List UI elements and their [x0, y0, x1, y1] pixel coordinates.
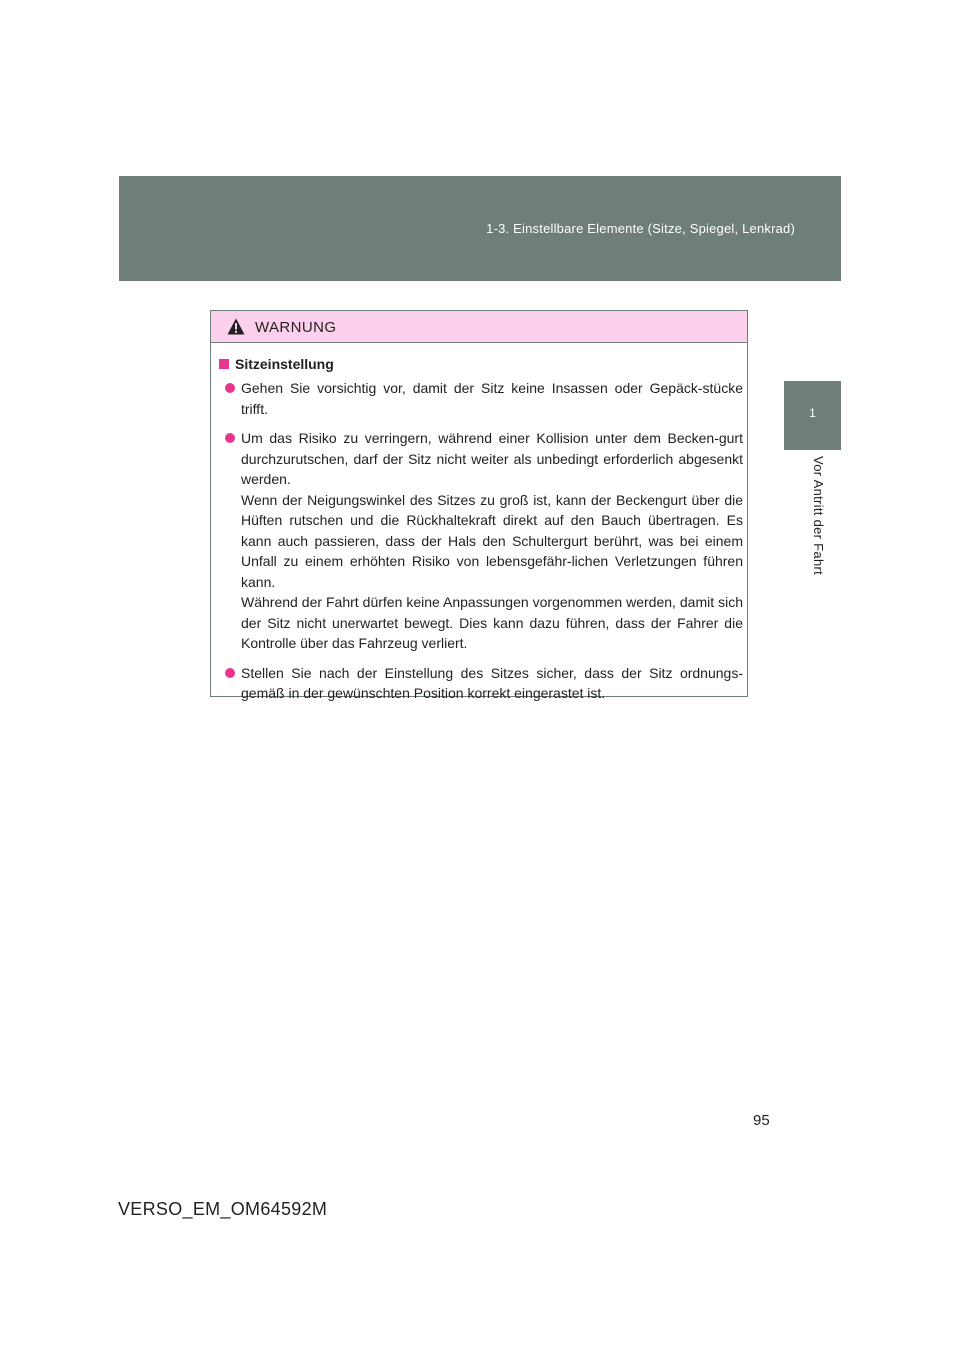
warning-triangle-icon	[227, 318, 245, 335]
bullet-text: Stellen Sie nach der Einstellung des Sitzes sicher, dass der Sitz ordnungs-gemäß in der gewünschten Position korrekt eingerastet ist.	[241, 664, 743, 701]
page-number: 95	[753, 1112, 770, 1129]
section-heading	[219, 356, 334, 372]
bullet-item	[225, 428, 743, 654]
chapter-label: Vor Antritt der Fahrt	[811, 456, 826, 576]
bullet-list	[225, 378, 743, 713]
document-code: VERSO_EM_OM64592M	[118, 1199, 328, 1219]
chapter-number: 1	[809, 406, 816, 420]
warning-header	[211, 311, 747, 343]
bullet-text: Gehen Sie vorsichtig vor, damit der Sitz keine Insassen oder Gepäck-stücke trifft.	[241, 380, 743, 417]
section-title: 1-3. Einstellbare Elemente (Sitze, Spiegel, Lenkrad)	[486, 221, 795, 236]
bullet-text: Wenn der Neigungswinkel des Sitzes zu groß ist, kann der Beckengurt über die Hüften rutschen und die Rückhaltekraft direkt auf den Bauch übertragen. Es kann auch passieren, dass der Hals den Schultergurt berührt, was bei einem Unfall zu einem erhöhten Risiko von lebensgefähr-lichen Verletzungen führen kann.	[241, 491, 743, 590]
round-bullet-icon	[225, 668, 235, 678]
bullet-text: Um das Risiko zu verringern, während einer Kollision unter dem Becken-gurt durchzurutschen, darf der Sitz nicht weiter als unbedingt erforderlich abgesenkt werden.	[241, 430, 743, 487]
bullet-item	[225, 663, 743, 704]
square-bullet-icon	[219, 359, 229, 369]
round-bullet-icon	[225, 433, 235, 443]
warning-title: WARNUNG	[255, 319, 337, 336]
section-heading-text: Sitzeinstellung	[235, 356, 334, 372]
chapter-tab	[784, 381, 841, 450]
warning-box	[210, 310, 748, 701]
round-bullet-icon	[225, 383, 235, 393]
bullet-item	[225, 378, 743, 419]
section-header-band	[119, 176, 841, 281]
bullet-text: Während der Fahrt dürfen keine Anpassungen vorgenommen werden, damit sich der Sitz nicht unerwartet bewegt. Dies kann dazu führen, dass der Fahrer die Kontrolle über das Fahrzeug verliert.	[241, 594, 743, 651]
